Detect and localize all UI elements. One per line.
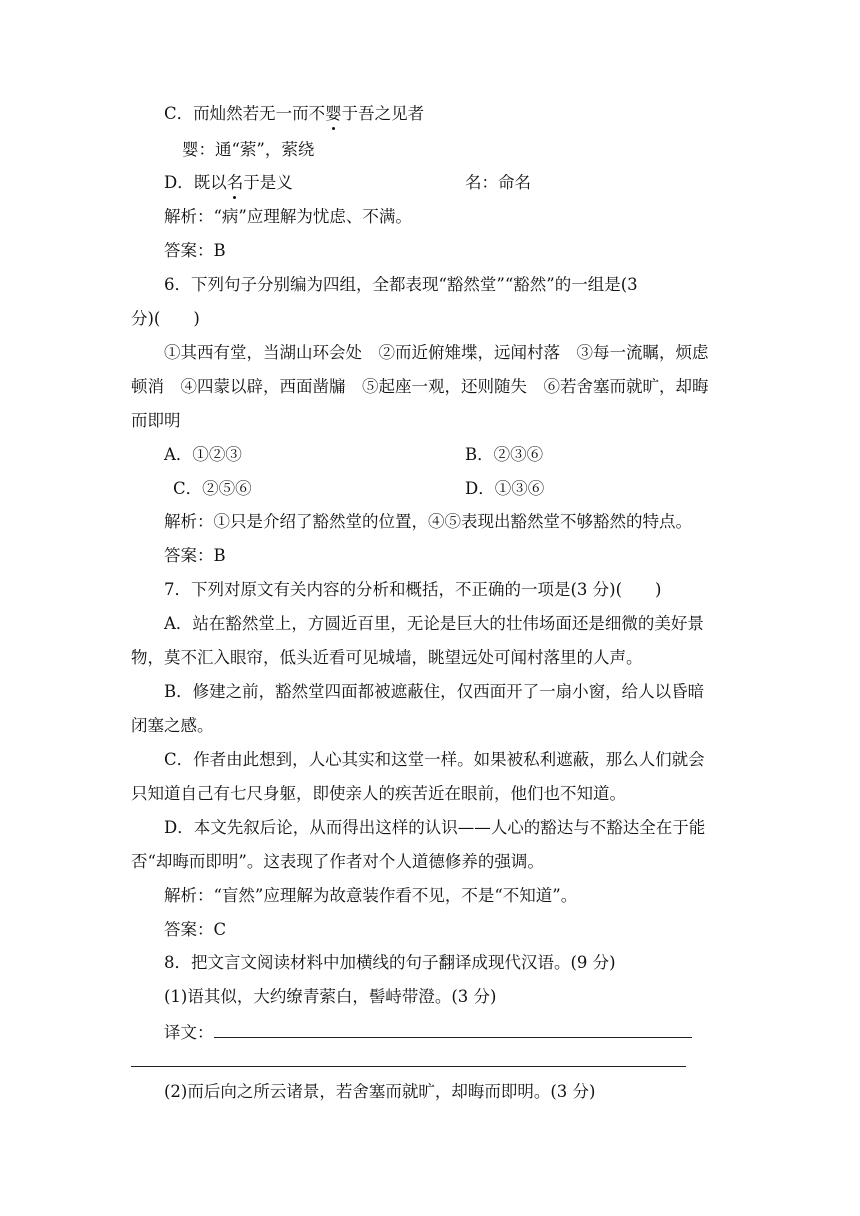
q5-option-d-gloss: 名：命名 bbox=[465, 173, 531, 192]
q7-option-d-line1: D．本文先叙后论，从而得出这样的认识——人心的豁达与不豁达全在于能 bbox=[164, 818, 706, 837]
q5-option-d-pre: D．既以 bbox=[164, 173, 227, 192]
q7-option-d-line2: 否“却晦而即明”。这表现了作者对个人道德修养的强调。 bbox=[131, 852, 544, 871]
q6-stem-line2: 分)( ) bbox=[131, 309, 200, 328]
q8-answer-blank[interactable] bbox=[214, 1021, 692, 1038]
q7-analysis: 解析：“盲然”应理解为故意装作看不见，不是“不知道”。 bbox=[164, 886, 578, 905]
q7-option-c-line2: 只知道自己有七尺身躯，即使亲人的疾苦近在眼前，他们也不知道。 bbox=[131, 784, 626, 803]
q6-option-b: B．②③⑥ bbox=[465, 445, 544, 464]
q7-option-a-line2: 物，莫不汇入眼帘，低头近看可见城墙，眺望远处可闻村落里的人声。 bbox=[131, 648, 643, 667]
q6-analysis: 解析：①只是介绍了豁然堂的位置，④⑤表现出豁然堂不够豁然的特点。 bbox=[164, 512, 692, 531]
q6-items-line1: ①其西有堂，当湖山环会处 ②而近俯雉堞，远闻村落 ③每一流瞩，烦虑 bbox=[164, 343, 709, 362]
q7-option-b-line2: 闭塞之感。 bbox=[131, 716, 214, 735]
q6-items-line2: 顿消 ④四蒙以辟，西面凿牖 ⑤起座一观，还则随失 ⑥若舍塞而就旷，却晦 bbox=[131, 377, 709, 396]
q8-sub1: (1)语其似，大约缭青萦白，髻峙带澄。(3 分) bbox=[164, 987, 497, 1006]
q8-answer-blank-line2[interactable] bbox=[131, 1066, 686, 1067]
q5-option-c-gloss: 婴：通“萦”，萦绕 bbox=[182, 140, 315, 159]
q8-translation-row bbox=[164, 1021, 692, 1043]
q5-analysis: 解析：“病”应理解为忧虑、不满。 bbox=[164, 207, 412, 226]
q6-stem-line1: 6．下列句子分别编为四组，全都表现“豁然堂”“豁然”的一组是(3 bbox=[164, 275, 638, 294]
q8-sub2: (2)而后向之所云诸景，若舍塞而就旷，却晦而即明。(3 分) bbox=[164, 1082, 596, 1101]
q5-option-d-emphasis: 名 bbox=[226, 173, 244, 192]
q5-answer: 答案：B bbox=[164, 241, 226, 260]
q5-option-c-post: 于吾之见者 bbox=[341, 104, 425, 123]
q7-option-a-line1: A．站在豁然堂上，方圆近百里，无论是巨大的壮伟场面还是细微的美好景 bbox=[164, 614, 704, 633]
q7-stem: 7．下列对原文有关内容的分析和概括，不正确的一项是(3 分)( ) bbox=[164, 580, 662, 599]
q8-stem: 8．把文言文阅读材料中加横线的句子翻译成现代汉语。(9 分) bbox=[164, 953, 616, 972]
q5-option-c-pre: C．而灿然若无一而不 bbox=[164, 104, 326, 123]
q7-option-b-line1: B．修建之前，豁然堂四面都被遮蔽住，仅西面开了一扇小窗，给人以昏暗 bbox=[164, 682, 705, 701]
q6-option-c: C．②⑤⑥ bbox=[173, 479, 252, 498]
q6-option-a: A．①②③ bbox=[164, 445, 242, 464]
q6-option-d: D．①③⑥ bbox=[465, 479, 545, 498]
q5-option-c-emphasis: 婴 bbox=[325, 104, 342, 123]
q6-items-line3: 而即明 bbox=[131, 411, 181, 430]
q8-translation-label: 译文： bbox=[164, 1023, 214, 1042]
q5-option-c bbox=[164, 104, 424, 124]
q7-answer: 答案：C bbox=[164, 920, 227, 939]
q7-option-c-line1: C．作者由此想到，人心其实和这堂一样。如果被私利遮蔽，那么人们就会 bbox=[164, 750, 705, 769]
q5-option-d-post: 于是义 bbox=[243, 173, 293, 192]
q6-answer: 答案：B bbox=[164, 546, 226, 565]
q5-option-d bbox=[164, 173, 293, 193]
